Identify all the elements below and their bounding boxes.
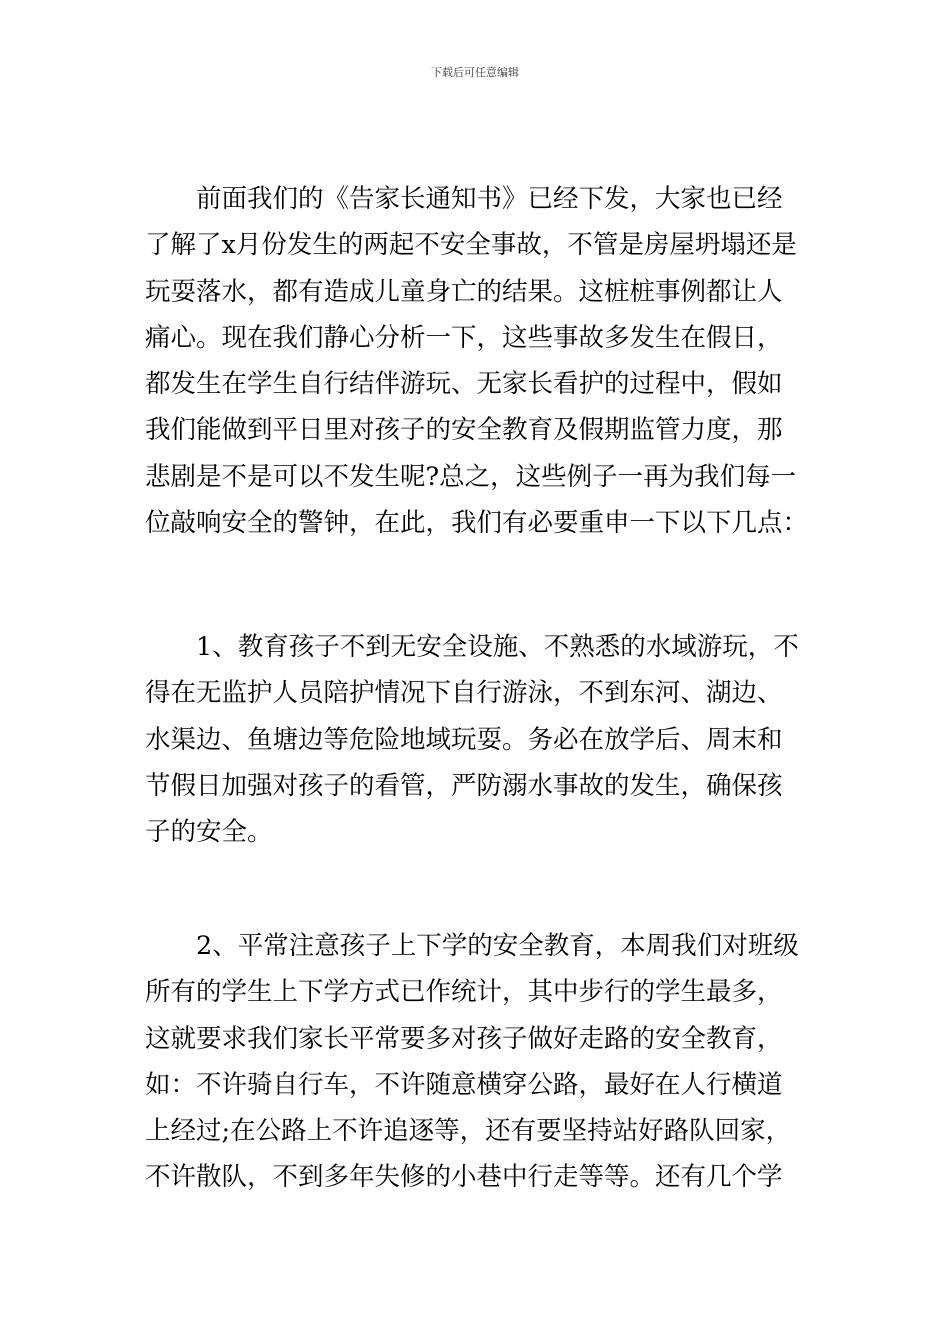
point-two-block [145, 923, 807, 1201]
text-line: 这就要求我们家长平常要多对孩子做好走路的安全教育， [145, 1023, 783, 1054]
text-line: 玩耍落水，都有造成儿童身亡的结果。这桩桩事例都让人 [145, 276, 783, 307]
page-header-note: 下载后可任意编辑 [431, 66, 519, 79]
paragraph-intro [145, 176, 807, 546]
text-line: 都发生在学生自行结伴游玩、无家长看护的过程中，假如 [145, 369, 783, 400]
text-line: 了解了x月份发生的两起不安全事故，不管是房屋坍塌还是 [145, 230, 797, 261]
paragraph-point-one [145, 624, 807, 855]
text-line: 得在无监护人员陪护情况下自行游泳，不到东河、湖边、 [145, 678, 783, 709]
text-line: 所有的学生上下学方式已作统计，其中步行的学生最多， [145, 977, 783, 1008]
text-line: 如：不许骑自行车，不许随意横穿公路，最好在人行横道 [145, 1069, 783, 1100]
point-one-block [145, 624, 807, 855]
text-line: 位敲响安全的警钟，在此，我们有必要重申一下以下几点： [145, 508, 809, 539]
paragraph-point-two [145, 923, 807, 1201]
text-line: 前面我们的《告家长通知书》已经下发，大家也已经 [196, 184, 783, 214]
text-line: 2、平常注意孩子上下学的安全教育，本周我们对班级 [196, 931, 799, 961]
text-line: 上经过;在公路上不许追逐等，还有要坚持站好路队回家， [145, 1116, 792, 1147]
notice-body [145, 176, 807, 546]
text-line: 子的安全。 [145, 817, 273, 848]
text-line: 节假日加强对孩子的看管，严防溺水事故的发生，确保孩 [145, 770, 783, 801]
text-line: 我们能做到平日里对孩子的安全教育及假期监管力度，那 [145, 415, 783, 446]
text-line: 痛心。现在我们静心分析一下，这些事故多发生在假日， [145, 322, 783, 353]
text-line: 水渠边、鱼塘边等危险地域玩耍。务必在放学后、周末和 [145, 724, 783, 755]
text-line: 悲剧是不是可以不发生呢?总之，这些例子一再为我们每一 [145, 461, 797, 492]
text-line: 不许散队，不到多年失修的小巷中行走等等。还有几个学 [145, 1162, 783, 1193]
text-line: 1、教育孩子不到无安全设施、不熟悉的水域游玩，不 [196, 632, 799, 662]
